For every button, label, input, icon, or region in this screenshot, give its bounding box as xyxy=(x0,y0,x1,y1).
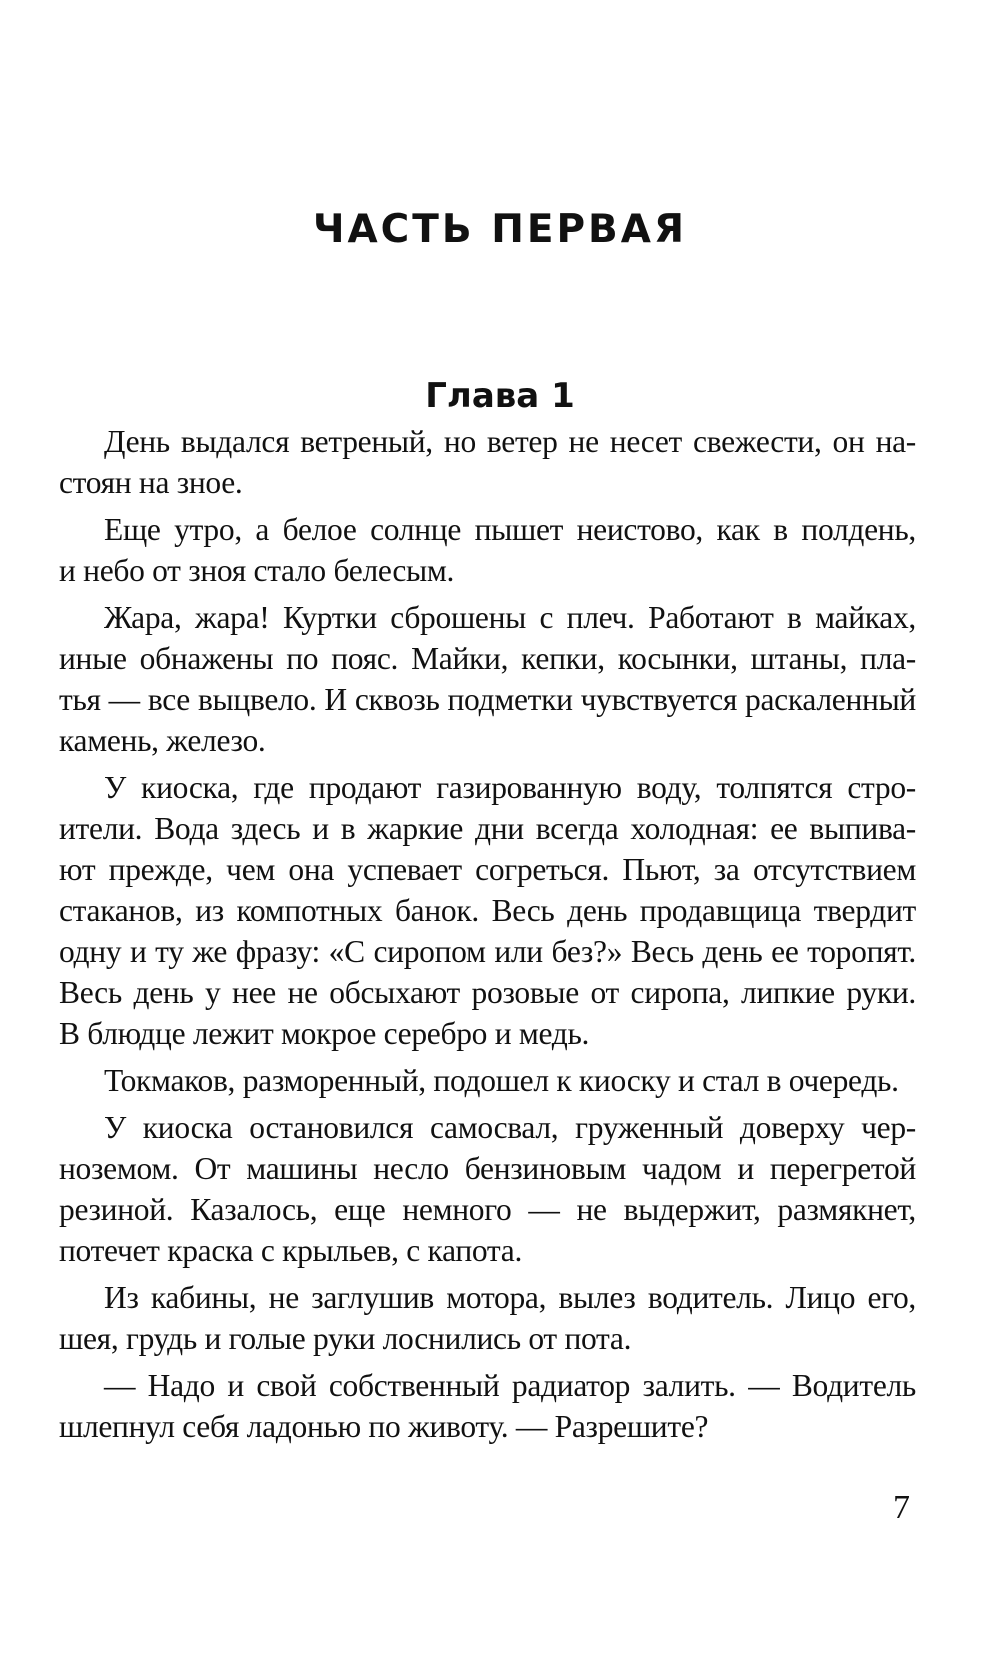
paragraph xyxy=(59,1107,916,1271)
text-line: Еще утро, а белое солнце пышет неистово, как в полдень, xyxy=(104,512,916,547)
paragraph xyxy=(59,597,916,761)
paragraph xyxy=(59,1277,916,1359)
text-line: и небо от зноя стало белесым. xyxy=(59,553,455,588)
text-line: Жара, жара! Куртки сброшены с плеч. Работают в майках, xyxy=(104,600,916,635)
text-line: День выдался ветреный, но ветер не несет свежести, он на- xyxy=(104,424,916,459)
text-line: ители. Вода здесь и в жаркие дни всегда холодная: ее выпива- xyxy=(59,811,916,846)
paragraph xyxy=(59,421,916,503)
part-title: ЧАСТЬ ПЕРВАЯ xyxy=(312,207,688,252)
text-line: ноземом. От машины несло бензиновым чадом и перегретой xyxy=(59,1151,916,1186)
text-line: Весь день у нее не обсыхают розовые от сиропа, липкие руки. xyxy=(59,975,916,1010)
page-number: 7 xyxy=(893,1489,910,1526)
text-line: Токмаков, разморенный, подошел к киоску и стал в очередь. xyxy=(104,1063,899,1098)
paragraph xyxy=(59,509,916,591)
chapter-title: Глава 1 xyxy=(425,376,575,416)
text-line: ют прежде, чем она успевает согреться. Пьют, за отсутствием xyxy=(59,852,916,887)
text-line: иные обнажены по пояс. Майки, кепки, косынки, штаны, пла- xyxy=(59,641,916,676)
text-line: камень, железо. xyxy=(59,723,266,758)
text-line: шлепнул себя ладонью по животу. — Разрешите? xyxy=(59,1409,709,1444)
text-line: шея, грудь и голые руки лоснились от пота. xyxy=(59,1321,632,1356)
text-line: В блюдце лежит мокрое серебро и медь. xyxy=(59,1016,590,1051)
text-line: одну и ту же фразу: «С сиропом или без?» Весь день ее торопят. xyxy=(59,934,916,969)
text-line: стаканов, из компотных банок. Весь день продавщица твердит xyxy=(59,893,916,928)
text-line: У киоска остановился самосвал, груженный доверху чер- xyxy=(104,1110,916,1145)
text-line: — Надо и свой собственный радиатор залить. — Водитель xyxy=(104,1368,916,1403)
chapter-body-text xyxy=(59,421,916,1453)
text-line: Из кабины, не заглушив мотора, вылез водитель. Лицо его, xyxy=(104,1280,916,1315)
text-line: потечет краска с крыльев, с капота. xyxy=(59,1233,523,1268)
text-line: У киоска, где продают газированную воду, толпятся стро- xyxy=(104,770,916,805)
paragraph xyxy=(59,1365,916,1447)
text-line: стоян на зное. xyxy=(59,465,243,500)
paragraph xyxy=(59,1060,916,1101)
text-line: резиной. Казалось, еще немного — не выдержит, размякнет, xyxy=(59,1192,916,1227)
text-line: тья — все выцвело. И сквозь подметки чувствуется раскаленный xyxy=(59,682,916,717)
paragraph xyxy=(59,767,916,1054)
